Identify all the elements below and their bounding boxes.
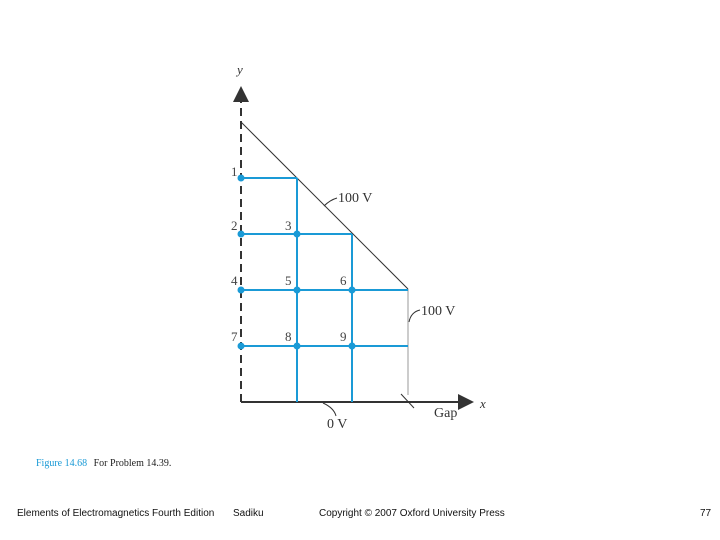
node-5 (294, 287, 301, 294)
gap-label: Gap (434, 406, 458, 421)
bottom-potential-label: 0 V (327, 417, 348, 432)
node-label-4: 4 (231, 273, 238, 288)
node-label-8: 8 (285, 329, 292, 344)
right-potential-leader (409, 310, 420, 322)
y-axis-label: y (237, 62, 243, 77)
node-label-3: 3 (285, 218, 292, 233)
node-label-5: 5 (285, 273, 292, 288)
node-1 (238, 175, 245, 182)
node-label-1: 1 (231, 164, 238, 179)
node-9 (349, 343, 356, 350)
node-label-7: 7 (231, 329, 238, 344)
node-2 (238, 231, 245, 238)
node-7 (238, 343, 245, 350)
node-8 (294, 343, 301, 350)
figure-reference: Figure 14.68 (36, 458, 88, 469)
bottom-potential-leader (323, 403, 336, 416)
node-label-6: 6 (340, 273, 347, 288)
node-4 (238, 287, 245, 294)
top-potential-leader (324, 198, 337, 206)
node-6 (349, 287, 356, 294)
footer-copyright: Copyright © 2007 Oxford University Press (319, 508, 505, 519)
node-label-2: 2 (231, 218, 238, 233)
footer-author: Sadiku (233, 508, 264, 519)
node-3 (294, 231, 301, 238)
footer-book-title: Elements of Electromagnetics Fourth Edition (17, 508, 215, 519)
footer-page-number: 77 (700, 508, 712, 519)
mesh-grid (241, 178, 408, 402)
figure-caption-text: For Problem 14.39. (93, 458, 172, 469)
node-label-9: 9 (340, 329, 347, 344)
top-potential-label: 100 V (338, 191, 373, 206)
x-axis-label: x (480, 396, 486, 411)
figure-caption (36, 458, 171, 469)
right-potential-label: 100 V (421, 304, 456, 319)
